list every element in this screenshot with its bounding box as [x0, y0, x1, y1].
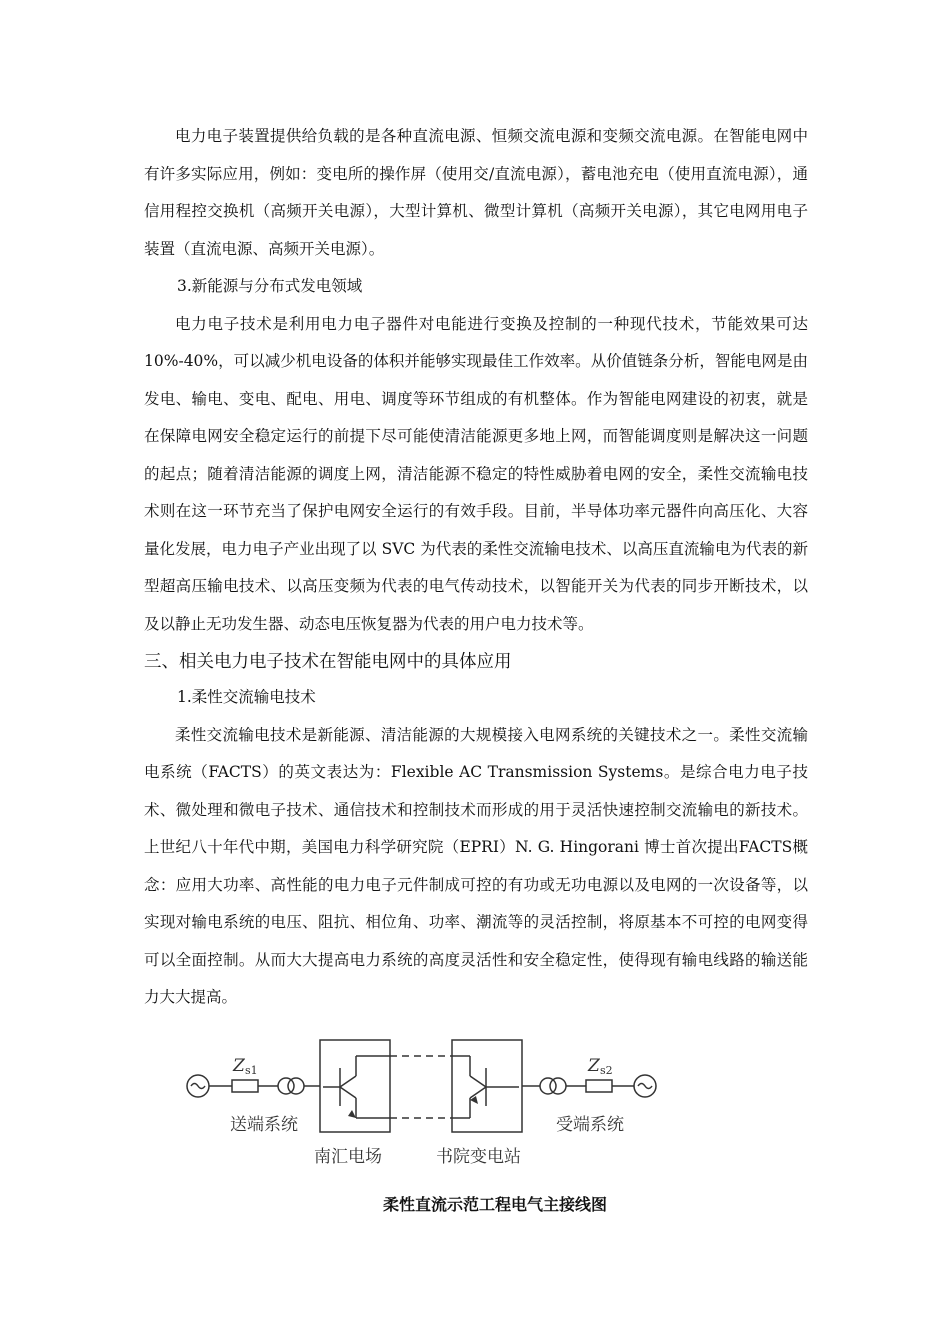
wiring-diagram	[178, 1034, 668, 1174]
subheading-new-energy: 3.新能源与分布式发电领域	[177, 277, 363, 295]
right-transformer-icon	[540, 1078, 556, 1094]
paragraph-power-electronics: 电力电子技术是利用电力电子器件对电能进行变换及控制的一种现代技术，节能效果可达 10%-40%，可以减少机电设备的体积并能够实现最佳工作效率。从价值链条分析，智能电网是由发电、输电、变电、配电、用电、调度等环节组成的有机整体。作为智能电网建设的初衷，就是在保障电网安全稳定运行的前提下尽可能使清洁能源更多地上网，而智能调度则是解决这一问题的起点；随着清洁能源的调度上网，清洁能源不稳定的特性威胁着电网的安全，柔性交流输电技术则在这一环节充当了保护电网安全运行的有效手段。目前，半导体功率元器件向高压化、大容量化发展，电力电子产业出现了以 SVC 为代表的柔性交流输电技术、以高压直流输电为代表的新型超高压输电技术、以高压变频为代表的电气传动技术，以智能开关为代表的同步开断技术，以及以静止无功发生器、动态电压恢复器为代表的用户电力技术等。	[144, 314, 808, 633]
left-impedance-icon	[232, 1080, 258, 1092]
left-impedance-subscript: s1	[245, 1064, 258, 1077]
label-receiving-system: 受端系统	[556, 1115, 624, 1135]
left-transformer-icon	[278, 1078, 294, 1094]
paragraph-power-supply: 电力电子装置提供给负载的是各种直流电源、恒频交流电源和变频交流电源。在智能电网中有许多实际应用，例如：变电所的操作屏（使用交/直流电源），蓄电池充电（使用直流电源），通信用程控交换机（高频开关电源），大型计算机、微型计算机（高频开关电源），其它电网用电子装置（直流电源、高频开关电源）。	[144, 127, 808, 258]
left-impedance-label: Z	[233, 1056, 245, 1076]
right-impedance-subscript: s2	[600, 1064, 613, 1077]
document-body	[144, 118, 808, 1017]
label-sending-system: 送端系统	[230, 1115, 298, 1135]
paragraph-facts: 柔性交流输电技术是新能源、清洁能源的大规模接入电网系统的关键技术之一。柔性交流输电系统（FACTS）的英文表达为：Flexible AC Transmission Systems。是综合电力电子技术、微处理和微电子技术、通信技术和控制技术而形成的用于灵活快速控制交流输电的新技术。上世纪八十年代中期，美国电力科学研究院（EPRI）N. G. Hingorani 博士首次提出FACTS概念：应用大功率、高性能的电力电子元件制成可控的有功或无功电源以及电网的一次设备等，以实现对输电系统的电压、阻抗、相位角、功率、潮流等的灵活控制，将原基本不可控的电网变得可以全面控制。从而大大提高电力系统的高度灵活性和安全稳定性，使得现有输电线路的输送能力大大提高。	[144, 725, 808, 1006]
subheading-facts: 1.柔性交流输电技术	[177, 688, 316, 706]
label-right-station: 书院变电站	[436, 1147, 521, 1167]
right-impedance-label: Z	[588, 1056, 600, 1076]
section-heading-applications: 三、相关电力电子技术在智能电网中的具体应用	[144, 652, 512, 672]
right-impedance-icon	[586, 1080, 612, 1092]
label-left-station: 南汇电场	[314, 1147, 382, 1167]
figure-caption: 柔性直流示范工程电气主接线图	[382, 1195, 607, 1214]
